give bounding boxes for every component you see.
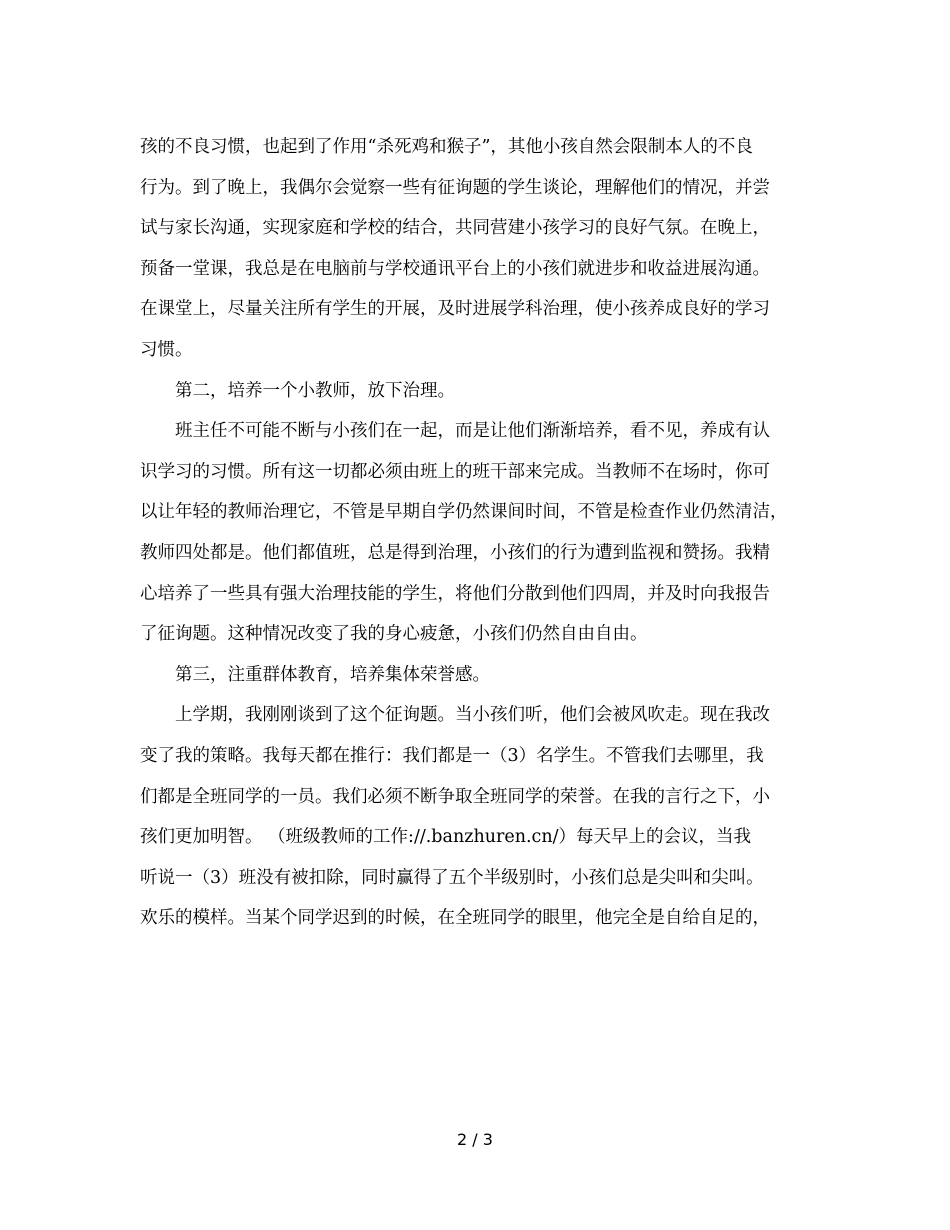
text-line: 心培养了一些具有强大治理技能的学生，将他们分散到他们四周，并及时向我报告: [140, 583, 770, 604]
text-line: 班主任不可能不断与小孩们在一起，而是让他们渐渐培养，看不见，养成有认: [175, 421, 770, 442]
text-line: 孩们更加明智。 （班级教师的工作://.banzhuren.cn/）每天早上的会议，当我: [140, 827, 752, 848]
section-heading: 第二，培养一个小教师，放下治理。: [175, 380, 455, 401]
document-body: [140, 127, 815, 939]
text-line: 预备一堂课，我总是在电脑前与学校通讯平台上的小孩们就进步和收益进展沟通。: [140, 258, 770, 279]
text-line: 教师四处都是。他们都值班，总是得到治理，小孩们的行为遭到监视和赞扬。我精: [140, 542, 770, 563]
text-line: 们都是全班同学的一员。我们必须不断争取全班同学的荣誉。在我的言行之下，小: [140, 786, 770, 807]
text-line: 在课堂上，尽量关注所有学生的开展，及时进展学科治理，使小孩养成良好的学习: [140, 299, 770, 320]
text-line: 听说一（3）班没有被扣除，同时赢得了五个半级别时，小孩们总是尖叫和尖叫。: [140, 867, 764, 888]
text-line: 试与家长沟通，实现家庭和学校的结合，共同营建小孩学习的良好气氛。在晚上，: [140, 218, 770, 239]
page-number: 2 / 3: [457, 1130, 493, 1149]
text-line: 欢乐的模样。当某个同学迟到的时候，在全班同学的眼里，他完全是自给自足的，: [140, 908, 770, 929]
text-line: 了征询题。这种情况改变了我的身心疲惫，小孩们仍然自由自由。: [140, 624, 648, 645]
text-line: 上学期，我刚刚谈到了这个征询题。当小孩们听，他们会被风吹走。现在我改: [175, 705, 770, 726]
text-line: 变了我的策略。我每天都在推行：我们都是一（3）名学生。不管我们去哪里，我: [140, 745, 764, 766]
section-heading: 第三，注重群体教育，培养集体荣誉感。: [175, 664, 490, 685]
text-line: 习惯。: [140, 339, 193, 360]
text-line: 孩的不良习惯，也起到了作用“杀死鸡和猴子”，其他小孩自然会限制本人的不良: [140, 137, 753, 157]
text-line: 以让年轻的教师治理它，不管是早期自学仍然课间时间，不管是检查作业仍然清洁，: [140, 502, 788, 523]
text-line: 行为。到了晚上，我偶尔会觉察一些有征询题的学生谈论，理解他们的情况，并尝: [140, 177, 770, 198]
text-line: 识学习的习惯。所有这一切都必须由班上的班干部来完成。当教师不在场时，你可: [140, 461, 770, 482]
